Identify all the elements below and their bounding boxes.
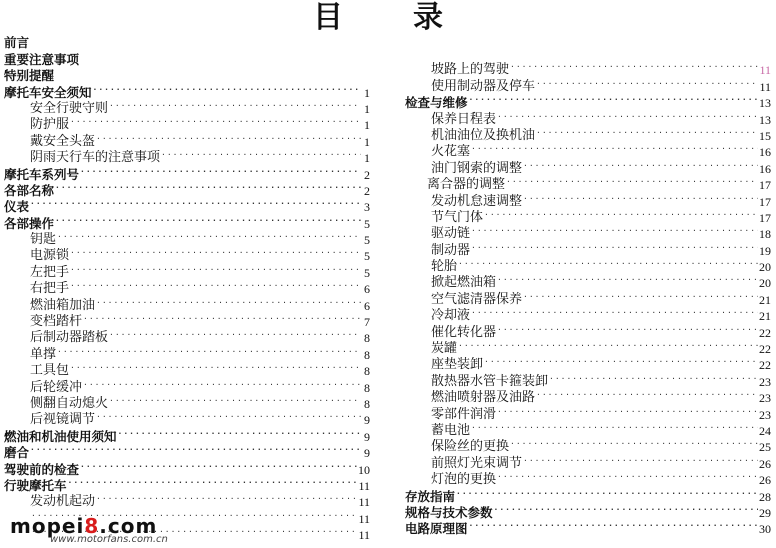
toc-entry-label: 存放指南	[405, 488, 456, 504]
toc-leader-dots	[458, 341, 758, 354]
toc-entry-label: 仪表	[4, 199, 30, 215]
toc-leader-dots	[458, 259, 758, 272]
toc-page-number: 21	[759, 309, 771, 324]
toc-section-entry	[405, 505, 771, 521]
toc-page-number: 20	[759, 276, 771, 291]
toc-leader-dots	[70, 281, 361, 294]
toc-page-number: 1	[364, 101, 370, 116]
toc-entry-label: 特别提醒	[4, 68, 55, 84]
toc-subentry	[405, 111, 771, 127]
toc-entry-label: 节气门体	[431, 209, 484, 225]
toc-page-number: 13	[759, 96, 771, 111]
toc-page-number: 11	[358, 511, 370, 526]
toc-leader-dots	[471, 423, 758, 436]
toc-leader-dots	[510, 439, 758, 452]
toc-section-entry	[4, 183, 370, 199]
toc-entry-label: 电源锁	[30, 248, 70, 264]
toc-entry-label: 催化转化器	[431, 324, 497, 340]
toc-page-number: 9	[364, 413, 370, 428]
toc-subentry	[405, 226, 771, 242]
toc-entry-label: 燃油和机油使用须知	[4, 428, 117, 444]
toc-page-number: 5	[364, 233, 370, 248]
toc-page-number: 17	[759, 210, 771, 225]
toc-leader-dots	[523, 455, 758, 468]
toc-subentry	[4, 363, 370, 379]
toc-entry-label: 前照灯光束调节	[431, 455, 523, 471]
toc-entry-label: 座垫装卸	[431, 357, 484, 373]
toc-leader-dots	[96, 297, 361, 310]
toc-entry-label: 各部操作	[4, 215, 55, 231]
toc-subentry	[4, 314, 370, 330]
toc-page-number: 25	[759, 440, 771, 455]
toc-subentry	[4, 232, 370, 248]
toc-leader-dots	[57, 232, 361, 245]
toc-subentry	[405, 291, 771, 307]
toc-entry-label: 燃油箱加油	[30, 297, 96, 313]
toc-entry-label: 磨合	[4, 445, 30, 461]
toc-page-number: 17	[759, 194, 771, 209]
toc-entry-label: 发动机怠速调整	[431, 193, 523, 209]
toc-page-number: 26	[759, 473, 771, 488]
toc-subentry	[405, 210, 771, 226]
toc-page-number: 11	[358, 495, 370, 510]
toc-leader-dots	[469, 95, 758, 108]
watermark-brand-suffix: .com	[99, 514, 158, 538]
toc-leader-dots	[471, 242, 758, 255]
toc-page-number: 17	[759, 178, 771, 193]
toc-subentry	[405, 275, 771, 291]
toc-page-number: 11	[759, 79, 771, 94]
toc-leader-dots	[536, 128, 758, 141]
toc-page-number: 1	[364, 151, 370, 166]
toc-subentry	[405, 406, 771, 422]
toc-entry-label: 行驶摩托车	[4, 477, 67, 493]
toc-page-number: 16	[759, 145, 771, 160]
toc-entry-label: 后制动器踏板	[30, 330, 109, 346]
toc-leader-dots	[55, 215, 361, 228]
watermark-brand-eight: 8	[84, 514, 100, 538]
toc-page-number: 8	[364, 364, 370, 379]
toc-page-number: 11	[759, 63, 771, 78]
toc-subentry	[4, 412, 370, 428]
toc-entry-label: 散热器水管卡箍装卸	[431, 373, 549, 389]
toc-subentry	[405, 177, 771, 193]
toc-leader-dots	[70, 363, 361, 376]
toc-section-entry	[4, 428, 370, 444]
toc-entry-label: 零部件润滑	[431, 406, 497, 422]
toc-subentry	[405, 324, 771, 340]
toc-entry-label: 轮胎	[431, 259, 458, 275]
toc-page-number: 13	[759, 112, 771, 127]
toc-leader-dots	[469, 521, 758, 534]
toc-subentry	[4, 101, 370, 117]
toc-subentry	[4, 396, 370, 412]
toc-entry-label: 检查与维修	[405, 95, 468, 111]
toc-page-number: 21	[759, 292, 771, 307]
toc-subentry	[4, 117, 370, 133]
toc-entry-label: 后视镜调节	[30, 412, 96, 428]
toc-page-number: 8	[364, 396, 370, 411]
toc-subentry	[4, 379, 370, 395]
toc-leader-dots	[494, 505, 758, 518]
toc-entry-label: 蓄电池	[431, 422, 471, 438]
toc-page-number: 23	[759, 374, 771, 389]
toc-page-number: 6	[364, 282, 370, 297]
toc-leader-dots	[471, 226, 758, 239]
toc-leader-dots	[83, 379, 361, 392]
toc-entry-label: 钥匙	[30, 232, 57, 248]
toc-entry-label: 冷却液	[431, 308, 471, 324]
toc-subentry	[4, 248, 370, 264]
toc-leader-dots	[510, 62, 758, 75]
toc-page-number: 5	[364, 249, 370, 264]
toc-leader-dots	[484, 357, 758, 370]
toc-subentry	[405, 193, 771, 209]
toc-page-number: 22	[759, 358, 771, 373]
toc-entry-label: 保养日程表	[431, 111, 497, 127]
toc-subentry	[405, 341, 771, 357]
toc-entry-label: 炭罐	[431, 341, 458, 357]
toc-page-number: 8	[364, 331, 370, 346]
toc-entry-label: 发动机起动	[30, 494, 96, 510]
toc-entry-label: 规格与技术参数	[405, 504, 493, 520]
toc-leader-dots	[109, 330, 361, 343]
toc-leader-dots	[161, 150, 361, 163]
watermark-site: www.motorfans.com.cn	[50, 534, 168, 545]
toc-leader-dots	[80, 461, 357, 474]
toc-leader-dots	[523, 291, 758, 304]
toc-entry-label: 油门钢索的调整	[431, 160, 523, 176]
toc-subentry	[405, 62, 771, 78]
toc-page-number: 8	[364, 380, 370, 395]
toc-page-number: 1	[364, 118, 370, 133]
toc-entry-label: 摩托车安全须知	[4, 84, 92, 100]
toc-page-number: 28	[759, 489, 771, 504]
toc-section-entry	[405, 95, 771, 111]
toc-section-entry	[4, 445, 370, 461]
toc-leader-dots	[471, 308, 758, 321]
toc-section-entry	[4, 68, 370, 84]
toc-section-entry	[4, 215, 370, 231]
toc-subentry	[405, 472, 771, 488]
toc-page-number: 11	[358, 528, 370, 543]
toc-entry-label: 掀起燃油箱	[431, 275, 497, 291]
toc-leader-dots	[109, 396, 361, 409]
toc-page-number: 1	[364, 134, 370, 149]
toc-entry-label: 电路原理图	[405, 521, 468, 537]
toc-page-number: 9	[364, 446, 370, 461]
toc-leader-dots	[70, 264, 361, 277]
toc-leader-dots	[536, 390, 758, 403]
toc-section-entry	[405, 521, 771, 537]
toc-leader-dots	[109, 101, 361, 114]
toc-entry-label: 阴雨天行车的注意事项	[30, 150, 161, 166]
toc-entry-label: 使用制动器及停车	[431, 78, 536, 94]
toc-entry-label: 驾驶前的检查	[4, 461, 80, 477]
toc-leader-dots	[497, 472, 758, 485]
toc-subentry	[405, 373, 771, 389]
toc-page-number: 2	[364, 183, 370, 198]
page-title: 目 录	[313, 0, 463, 35]
toc-leader-dots	[484, 210, 758, 223]
toc-page-number: 20	[759, 260, 771, 275]
toc-subentry	[405, 144, 771, 160]
toc-entry-label: 防护服	[30, 117, 70, 133]
toc-entry-label: 燃油喷射器及油路	[431, 390, 536, 406]
toc-entry-label: 制动器	[431, 242, 471, 258]
toc-page-number: 23	[759, 391, 771, 406]
toc-entry-label: 灯泡的更换	[431, 472, 497, 488]
toc-entry-label: 变档踏杆	[30, 314, 83, 330]
toc-section-entry	[4, 199, 370, 215]
toc-subentry	[405, 128, 771, 144]
toc-entry-label: 离合器的调整	[427, 177, 506, 193]
toc-right-column	[405, 62, 771, 537]
toc-subentry	[405, 308, 771, 324]
toc-leader-dots	[523, 160, 758, 173]
toc-page-number: 23	[759, 407, 771, 422]
toc-page-number: 5	[364, 265, 370, 280]
toc-page-number: 29	[759, 505, 771, 520]
toc-page-number: 9	[364, 429, 370, 444]
toc-section-entry	[4, 35, 370, 51]
toc-entry-label: 驱动链	[431, 226, 471, 242]
toc-subentry	[4, 330, 370, 346]
toc-subentry	[405, 78, 771, 94]
toc-page-number: 18	[759, 227, 771, 242]
toc-entry-label: 前言	[4, 35, 30, 51]
toc-leader-dots	[30, 445, 361, 458]
toc-leader-dots	[497, 324, 758, 337]
toc-subentry	[405, 439, 771, 455]
toc-page-number: 7	[364, 315, 370, 330]
toc-subentry	[4, 150, 370, 166]
toc-page-number: 15	[759, 128, 771, 143]
toc-subentry	[405, 390, 771, 406]
toc-leader-dots	[80, 166, 361, 179]
toc-page-number: 1	[364, 85, 370, 100]
toc-leader-dots	[68, 478, 358, 491]
toc-page-number: 22	[759, 342, 771, 357]
toc-leader-dots	[549, 373, 758, 386]
toc-entry-label: 右把手	[30, 281, 70, 297]
toc-leader-dots	[70, 248, 361, 261]
toc-entry-label: 摩托车系列号	[4, 166, 80, 182]
toc-entry-label: 戴安全头盔	[30, 133, 96, 149]
watermark	[0, 506, 200, 548]
toc-subentry	[405, 455, 771, 471]
toc-leader-dots	[55, 183, 361, 196]
toc-subentry	[405, 242, 771, 258]
toc-page-number: 30	[759, 522, 771, 537]
toc-subentry	[4, 133, 370, 149]
toc-subentry	[4, 281, 370, 297]
toc-section-entry	[4, 84, 370, 100]
toc-subentry	[405, 160, 771, 176]
toc-leader-dots	[70, 117, 361, 130]
toc-page-number: 5	[364, 216, 370, 231]
toc-leader-dots	[497, 275, 758, 288]
toc-page-number: 16	[759, 161, 771, 176]
toc-leader-dots	[83, 314, 361, 327]
toc-entry-label: 机油油位及换机油	[431, 127, 536, 143]
toc-entry-label: 安全行驶守则	[30, 100, 109, 116]
toc-entry-label: 火花塞	[431, 144, 471, 160]
toc-entry-label: 保险丝的更换	[431, 439, 510, 455]
toc-page-number: 22	[759, 325, 771, 340]
toc-page-number: 11	[358, 478, 370, 493]
toc-leader-dots	[497, 406, 758, 419]
toc-leader-dots	[118, 428, 361, 441]
toc-entry-label: 单撑	[30, 346, 57, 362]
toc-entry-label: 空气滤清器保养	[431, 291, 523, 307]
toc-subentry	[4, 297, 370, 313]
toc-page-number: 3	[364, 200, 370, 215]
toc-leader-dots	[57, 346, 361, 359]
toc-section-entry	[4, 166, 370, 182]
toc-leader-dots	[96, 412, 361, 425]
toc-leader-dots	[30, 199, 361, 212]
toc-page-number: 8	[364, 347, 370, 362]
toc-page-number: 19	[759, 243, 771, 258]
toc-entry-label: 工具包	[30, 363, 70, 379]
toc-section-entry	[4, 51, 370, 67]
toc-subentry	[405, 259, 771, 275]
toc-entry-label: 坡路上的驾驶	[431, 62, 510, 78]
toc-subentry	[4, 264, 370, 280]
toc-subentry	[405, 357, 771, 373]
toc-page-number: 24	[759, 423, 771, 438]
toc-page-number: 10	[358, 462, 370, 477]
toc-left-column	[4, 35, 370, 543]
watermark-brand-prefix: mopei	[10, 514, 85, 538]
toc-leader-dots	[506, 177, 758, 190]
toc-leader-dots	[456, 488, 758, 501]
toc-subentry	[405, 423, 771, 439]
toc-leader-dots	[471, 144, 758, 157]
toc-entry-label: 后轮缓冲	[30, 379, 83, 395]
toc-page-number: 2	[364, 167, 370, 182]
toc-leader-dots	[93, 84, 361, 97]
toc-entry-label: 左把手	[30, 264, 70, 280]
toc-subentry	[4, 346, 370, 362]
toc-leader-dots	[536, 78, 758, 91]
toc-entry-label: 侧翻自动熄火	[30, 395, 109, 411]
toc-leader-dots	[96, 133, 361, 146]
toc-page-number: 26	[759, 456, 771, 471]
toc-leader-dots	[523, 193, 758, 206]
toc-section-entry	[4, 478, 370, 494]
toc-page-number: 6	[364, 298, 370, 313]
toc-entry-label: 各部名称	[4, 182, 55, 198]
toc-section-entry	[4, 461, 370, 477]
toc-section-entry	[405, 488, 771, 504]
toc-entry-label: 重要注意事项	[4, 51, 80, 67]
toc-leader-dots	[497, 111, 758, 124]
